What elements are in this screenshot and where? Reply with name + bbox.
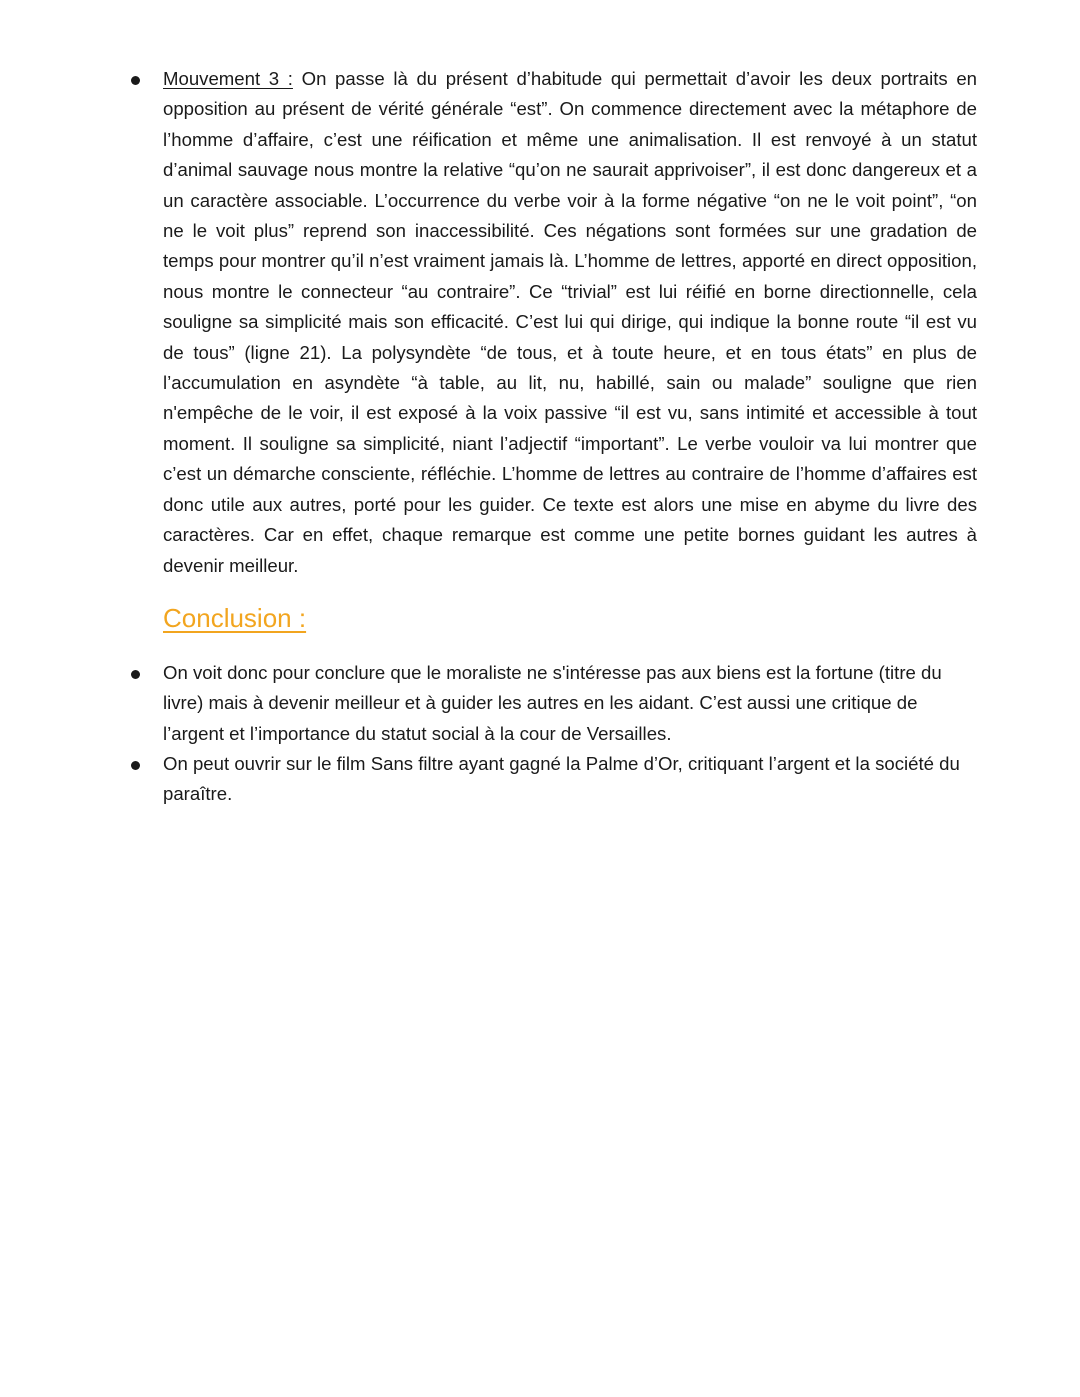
paragraph-mouvement-3	[163, 64, 977, 581]
conclusion-item-2: On peut ouvrir sur le film Sans filtre ayant gagné la Palme d’Or, critiquant l’argent et la société du paraître.	[163, 753, 960, 805]
bullet-conclusion-2	[131, 761, 140, 770]
conclusion-item-1: On voit donc pour conclure que le moraliste ne s'intéresse pas aux biens est la fortune (titre du livre) mais à devenir meilleur et à guider les autres en les aidant. C’est aussi une critique de l’argent et l’importance du statut social à la cour de Versailles.	[163, 662, 942, 744]
bullet-mouvement-3	[131, 76, 140, 85]
conclusion-heading: Conclusion :	[163, 603, 307, 633]
mouvement-3-text: On passe là du présent d’habitude qui permettait d’avoir les deux portraits en opposition au présent de vérité générale “est”. On commence directement avec la métaphore de l’homme d’affaire, c’est une réification et même une animalisation. Il est renvoyé à un statut d’animal sauvage nous montre la relative “qu’on ne saurait apprivoiser”, il est donc dangereux et a un caractère associable. L’occurrence du verbe voir à la forme négative “on ne le voit point”, “on ne le voit plus” reprend son inaccessibilité. Ces négations sont formées sur une gradation de temps pour montrer qu’il n’est vraiment jamais là. L’homme de lettres, apporté en direct opposition, nous montre le connecteur “au contraire”. Ce “trivial” est lui réifié en borne directionnelle, cela souligne sa simplicité mais son efficacité. C’est lui qui dirige, qui indique la bonne route “il est vu de tous” (ligne 21). La polysyndète “de tous, et à toute heure, et en tous états” en plus de l’accumulation en asyndète “à table, au lit, nu, habillé, sain ou malade” souligne que rien n'empêche de le voir, il est exposé à la voix passive “il est vu, sans intimité et accessible à tout moment. Il souligne sa simplicité, niant l’adjectif “important”. Le verbe vouloir va lui montrer que c’est un démarche consciente, réfléchie. L’homme de lettres au contraire de l’homme d’affaires est donc utile aux autres, porté pour les guider. Ce texte est alors une mise en abyme du livre des caractères. Car en effet, chaque remarque est comme une petite bornes guidant les autres à devenir meilleur.	[163, 68, 977, 576]
bullet-conclusion-1	[131, 670, 140, 679]
mouvement-3-lead: Mouvement 3 :	[163, 68, 293, 89]
